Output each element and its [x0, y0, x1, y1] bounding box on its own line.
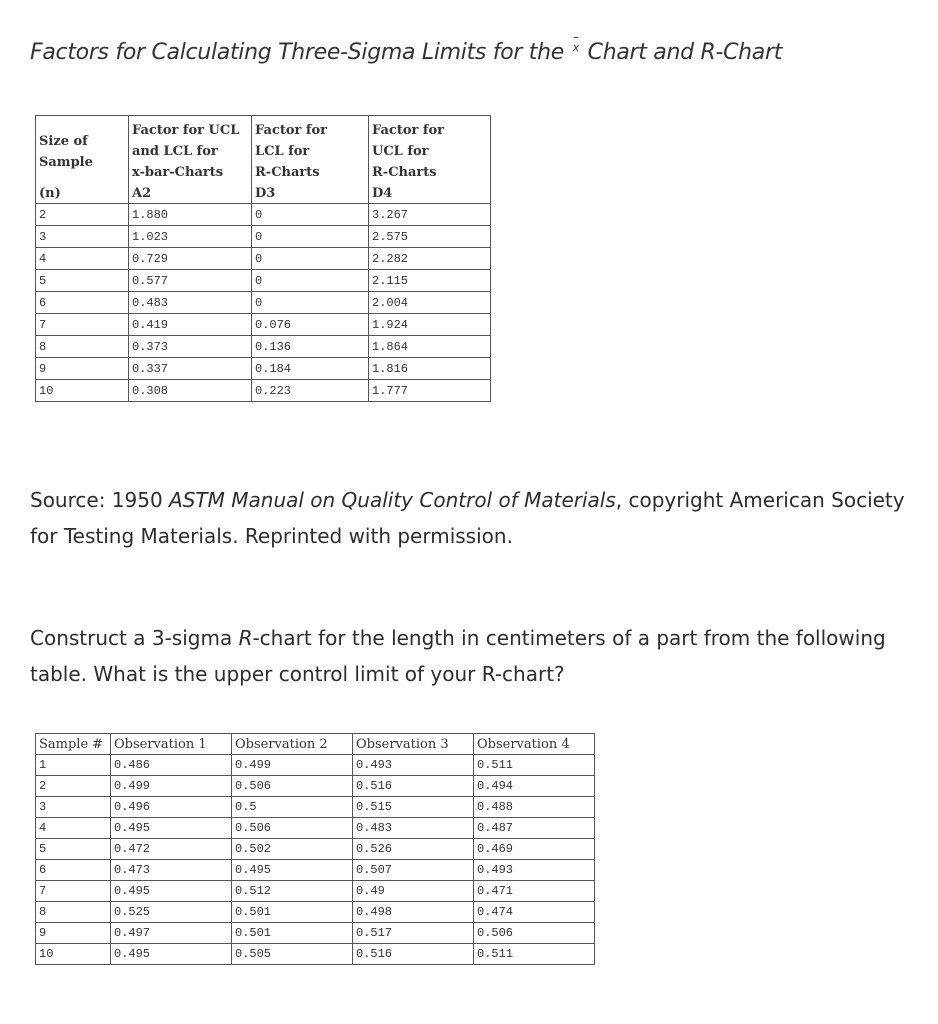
observation-table	[35, 733, 595, 965]
factors-table-row-cell: 1.864	[369, 336, 491, 358]
header-observation-1: Observation 1	[111, 734, 232, 755]
factors-table-row-cell: 5	[36, 270, 129, 292]
header-size-of-sample	[36, 116, 129, 184]
factors-body	[36, 204, 491, 402]
title-text-start: Factors for Calculating Three-Sigma Limits for the	[30, 40, 565, 65]
observation-table-row	[36, 797, 595, 818]
header-a2-factor	[129, 116, 252, 184]
observation-table-row-cell: 0.506	[232, 818, 353, 839]
symbol-d4: D4	[369, 183, 491, 204]
factors-table-row-cell: 1.924	[369, 314, 491, 336]
factors-table-row	[36, 270, 491, 292]
factors-table-row-cell: 6	[36, 292, 129, 314]
observation-table-row-cell: 0.487	[474, 818, 595, 839]
observation-table-row-cell: 9	[36, 923, 111, 944]
observation-table-row-cell: 0.474	[474, 902, 595, 923]
factors-table-row-cell: 3.267	[369, 204, 491, 226]
observation-table-row-cell: 10	[36, 944, 111, 965]
header-line: LCL for	[255, 144, 310, 159]
question-text	[30, 620, 910, 692]
header-d3-factor	[252, 116, 369, 184]
observation-table-row-cell: 0.507	[353, 860, 474, 881]
observation-table-row	[36, 923, 595, 944]
observation-table-row-cell: 0.486	[111, 755, 232, 776]
observation-table-row-cell: 0.506	[232, 776, 353, 797]
observation-table-row-cell: 0.505	[232, 944, 353, 965]
observation-table-row	[36, 818, 595, 839]
factors-table-row-cell: 0.373	[129, 336, 252, 358]
symbol-d3: D3	[252, 183, 369, 204]
header-line: Factor for UCL	[132, 123, 240, 138]
observation-table-row-cell: 0.49	[353, 881, 474, 902]
header-observation-3: Observation 3	[353, 734, 474, 755]
source-citation	[30, 482, 910, 554]
factors-table-row-cell: 0	[252, 292, 369, 314]
symbol-n: (n)	[36, 183, 129, 204]
observation-table-row-cell: 0.516	[353, 776, 474, 797]
title-text-end: Chart and R-Chart	[587, 40, 783, 65]
observation-table-row	[36, 776, 595, 797]
x-bar-symbol: x	[572, 41, 579, 54]
observation-table-row-cell: 0.499	[111, 776, 232, 797]
observation-table-row-cell: 0.506	[474, 923, 595, 944]
factors-table-row-cell: 2	[36, 204, 129, 226]
observation-table-row	[36, 755, 595, 776]
factors-table-row-cell: 0.337	[129, 358, 252, 380]
observation-table-row-cell: 0.502	[232, 839, 353, 860]
header-line: R-Charts	[372, 165, 437, 180]
header-observation-2: Observation 2	[232, 734, 353, 755]
factors-table-row-cell: 1.880	[129, 204, 252, 226]
observation-table-row-cell: 0.499	[232, 755, 353, 776]
factors-table-row-cell: 0	[252, 226, 369, 248]
observation-table-row-cell: 6	[36, 860, 111, 881]
observation-table-row-cell: 0.501	[232, 923, 353, 944]
factors-table-row-cell: 9	[36, 358, 129, 380]
factors-table-row-cell: 7	[36, 314, 129, 336]
factors-table-row	[36, 292, 491, 314]
observation-table-row-cell: 0.471	[474, 881, 595, 902]
question-italic-r: R	[238, 626, 253, 650]
factors-table-row-cell: 0.577	[129, 270, 252, 292]
factors-table-row	[36, 204, 491, 226]
header-line: Size of	[39, 133, 88, 149]
factors-table-row-cell: 2.575	[369, 226, 491, 248]
factors-table-row	[36, 314, 491, 336]
observation-table-row-cell: 0.472	[111, 839, 232, 860]
factors-table-row-cell: 2.004	[369, 292, 491, 314]
factors-table-row-cell: 0.729	[129, 248, 252, 270]
factors-table-row-cell: 2.115	[369, 270, 491, 292]
header-line: x-bar-Charts	[132, 165, 224, 180]
observation-table-row-cell: 0.525	[111, 902, 232, 923]
factors-table-row-cell: 2.282	[369, 248, 491, 270]
observation-table-row-cell: 0.512	[232, 881, 353, 902]
observation-table-row	[36, 902, 595, 923]
factors-table-row-cell: 0.483	[129, 292, 252, 314]
factors-table-row-cell: 0	[252, 204, 369, 226]
factors-table-row-cell: 10	[36, 380, 129, 402]
factors-table-row-cell: 0.184	[252, 358, 369, 380]
question-prefix: Construct a 3-sigma	[30, 626, 239, 650]
header-observation-4: Observation 4	[474, 734, 595, 755]
factors-table-row-cell: 0	[252, 248, 369, 270]
observation-table-row-cell: 2	[36, 776, 111, 797]
factors-table-row-cell: 0.076	[252, 314, 369, 336]
observation-table-row	[36, 860, 595, 881]
factors-table-row-cell: 0	[252, 270, 369, 292]
factors-table-row-cell: 0.223	[252, 380, 369, 402]
factors-table-row-cell: 8	[36, 336, 129, 358]
factors-symbol-row	[36, 183, 491, 204]
factors-table-row-cell: 0.136	[252, 336, 369, 358]
factors-table-row-cell: 3	[36, 226, 129, 248]
observation-table-row-cell: 5	[36, 839, 111, 860]
observation-table-row-cell: 0.469	[474, 839, 595, 860]
source-prefix: Source: 1950	[30, 488, 170, 512]
observation-table-row-cell: 0.495	[111, 881, 232, 902]
source-suffix: , copyright American Society for Testing Materials. Reprinted with permission.	[30, 488, 905, 548]
source-title: ASTM Manual on Quality Control of Materials	[169, 488, 616, 512]
observation-table-row-cell: 0.511	[474, 944, 595, 965]
header-line: R-Charts	[255, 165, 320, 180]
observation-table-row-cell: 0.495	[111, 818, 232, 839]
observation-table-row-cell: 0.473	[111, 860, 232, 881]
factors-table-row	[36, 358, 491, 380]
factors-table-row-cell: 0.308	[129, 380, 252, 402]
symbol-a2: A2	[129, 183, 252, 204]
observation-table-row-cell: 0.483	[353, 818, 474, 839]
header-line: Factor for	[255, 123, 328, 138]
header-line: and LCL for	[132, 144, 218, 159]
observation-table-row	[36, 944, 595, 965]
factors-table	[35, 115, 491, 402]
observation-table-row-cell: 0.494	[474, 776, 595, 797]
observation-table-row-cell: 3	[36, 797, 111, 818]
header-line: Factor for	[372, 123, 445, 138]
observation-table-row-cell: 0.497	[111, 923, 232, 944]
observation-table-row-cell: 8	[36, 902, 111, 923]
observation-body	[36, 755, 595, 965]
factors-table-row	[36, 380, 491, 402]
factors-header-row	[36, 116, 491, 184]
observation-table-row-cell: 0.5	[232, 797, 353, 818]
question-suffix: -chart for the length in centimeters of a part from the following table. What is the upper control limit of your R-chart?	[30, 626, 886, 686]
factors-table-row	[36, 226, 491, 248]
header-line: UCL for	[372, 144, 429, 159]
observation-table-row-cell: 0.495	[232, 860, 353, 881]
observation-header-row	[36, 734, 595, 755]
factors-table-row	[36, 336, 491, 358]
factors-table-row-cell: 0.419	[129, 314, 252, 336]
observation-table-row-cell: 4	[36, 818, 111, 839]
observation-table-row-cell: 0.501	[232, 902, 353, 923]
factors-table-row-cell: 1.023	[129, 226, 252, 248]
factors-table-row-cell: 1.816	[369, 358, 491, 380]
header-sample-number: Sample #	[36, 734, 111, 755]
observation-table-row-cell: 0.493	[353, 755, 474, 776]
observation-table-row-cell: 0.516	[353, 944, 474, 965]
factors-table-row-cell: 1.777	[369, 380, 491, 402]
observation-table-row-cell: 0.488	[474, 797, 595, 818]
observation-table-row-cell: 0.495	[111, 944, 232, 965]
observation-table-row-cell: 0.496	[111, 797, 232, 818]
observation-table-row-cell: 0.498	[353, 902, 474, 923]
factors-table-row-cell: 4	[36, 248, 129, 270]
observation-table-row-cell: 0.511	[474, 755, 595, 776]
observation-table-row	[36, 881, 595, 902]
observation-table-row-cell: 0.526	[353, 839, 474, 860]
observation-table-row-cell: 0.515	[353, 797, 474, 818]
factors-table-row	[36, 248, 491, 270]
observation-table-row	[36, 839, 595, 860]
header-d4-factor	[369, 116, 491, 184]
observation-table-row-cell: 7	[36, 881, 111, 902]
observation-table-row-cell: 0.493	[474, 860, 595, 881]
observation-table-row-cell: 0.517	[353, 923, 474, 944]
observation-table-row-cell: 1	[36, 755, 111, 776]
header-line: Sample	[39, 154, 93, 170]
page-title	[30, 40, 782, 65]
